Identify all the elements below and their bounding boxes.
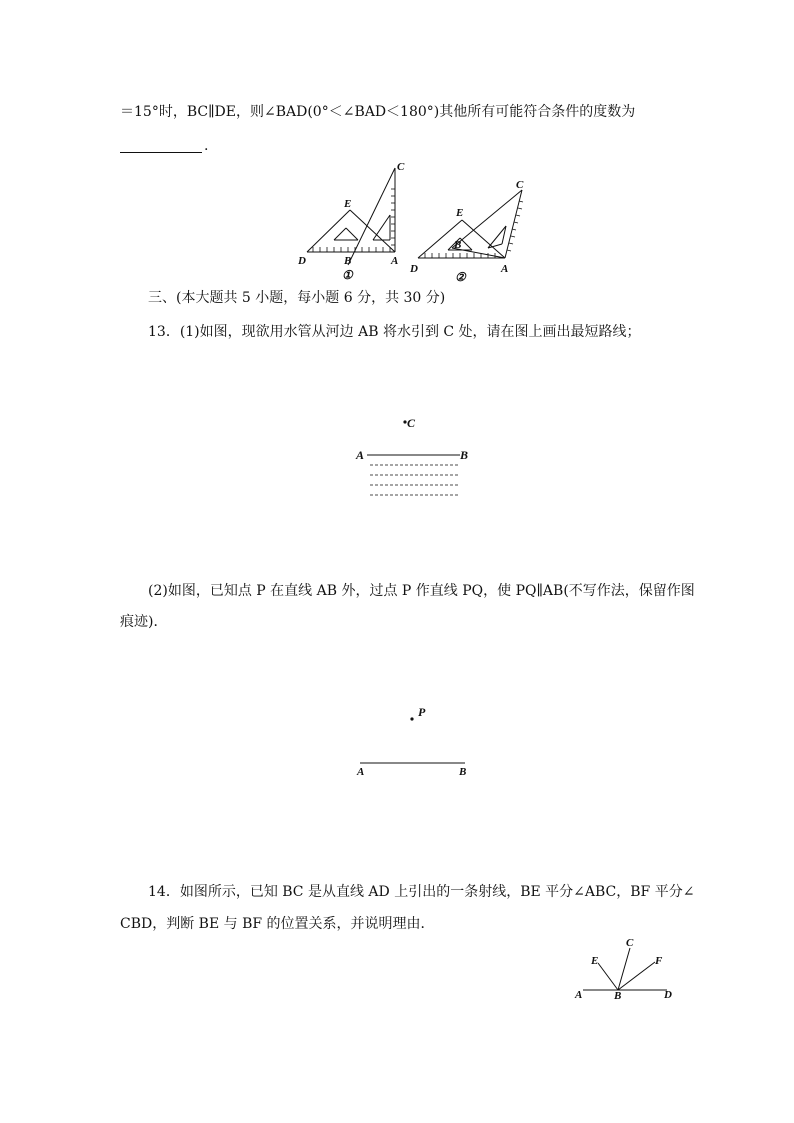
parallel-label-P: P bbox=[418, 705, 426, 719]
angle-label-B: B bbox=[614, 990, 622, 1002]
angle-label-F: F bbox=[655, 955, 663, 967]
river-label-C: C bbox=[407, 416, 416, 430]
q12-end-mark: . bbox=[204, 138, 209, 154]
q14-line2: CBD，判断 BE 与 BF 的位置关系，并说明理由． bbox=[120, 916, 435, 932]
fig1-label-E: E bbox=[344, 198, 352, 210]
fig2-label-E: E bbox=[456, 207, 464, 219]
ray-BC bbox=[618, 948, 630, 990]
q13-part2-line1: (2)如图，已知点 P 在直线 AB 外，过点 P 作直线 PQ，使 PQ∥AB(不写作法，保留作图 bbox=[148, 583, 695, 599]
q12-line1: ＝15°时，BC∥DE，则∠BAD(0°＜∠BAD＜180°)其他所有可能符合条件的度数为 bbox=[120, 104, 636, 120]
parallel-label-A: A bbox=[357, 766, 365, 778]
ray-BF bbox=[618, 962, 655, 990]
q14-line1: 14．如图所示，已知 BC 是从直线 AD 上引出的一条射线，BE 平分∠ABC，BF 平分∠ bbox=[148, 884, 695, 900]
q13-part1-text: 13．(1)如图，现欲用水管从河边 AB 将水引到 C 处，请在图上画出最短路线； bbox=[148, 324, 641, 340]
fig1-label-A: A bbox=[391, 255, 399, 267]
fig1-number: ① bbox=[342, 268, 353, 282]
angle-label-C: C bbox=[626, 937, 634, 949]
fig2-label-C: C bbox=[516, 179, 524, 191]
section-3-heading: 三、(本大题共 5 小题，每小题 6 分，共 30 分) bbox=[148, 290, 446, 306]
angle-label-D: D bbox=[664, 989, 672, 1001]
fig2-label-A: A bbox=[501, 263, 509, 275]
fig2-label-B: B bbox=[454, 239, 462, 251]
river-label-A: A bbox=[356, 448, 365, 462]
fig2-label-D: D bbox=[410, 263, 418, 275]
angle-label-A: A bbox=[575, 989, 583, 1001]
fig1-label-B: B bbox=[344, 255, 352, 267]
fig1-label-D: D bbox=[298, 255, 306, 267]
river-label-B: B bbox=[460, 448, 469, 462]
fig2-number: ② bbox=[455, 270, 466, 284]
ray-BE bbox=[598, 963, 618, 990]
q13-part2-line2: 痕迹)． bbox=[120, 614, 168, 630]
angle-label-E: E bbox=[591, 955, 599, 967]
fig1-label-C: C bbox=[397, 161, 405, 173]
parallel-label-B: B bbox=[459, 766, 467, 778]
